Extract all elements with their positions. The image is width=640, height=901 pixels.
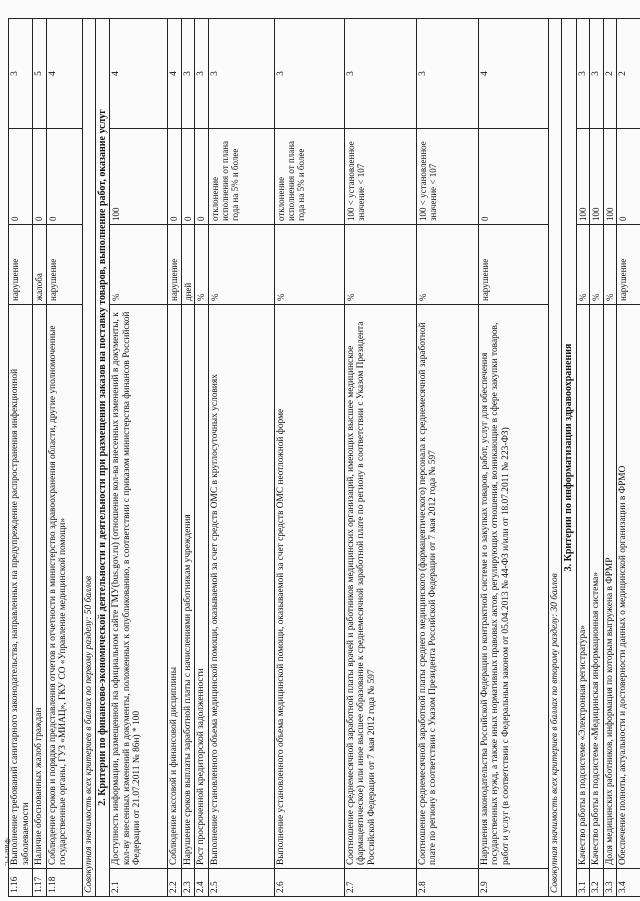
criterion-score: 5: [33, 19, 47, 129]
criterion-number: 1.16: [9, 869, 33, 897]
criterion-name: Соблюдение сроков и порядка представления отчетов и отчетности в министерство здравоохранения области, другие уполномоченные государственные органы, ГУЗ «МИАЦ», ГКУ СО «Управление медицинской помощи»: [46, 305, 82, 869]
criterion-unit: %: [344, 225, 416, 305]
criterion-unit: нарушение: [46, 225, 82, 305]
criterion-unit: %: [274, 225, 344, 305]
section-summary: Совокупная значимость всех критериев в баллах по второму разделу: 30 баллов: [548, 19, 562, 897]
criterion-score: 3: [181, 19, 195, 129]
criterion-value: 0: [168, 129, 182, 225]
table-row: [46, 19, 82, 897]
criterion-score: 3: [576, 19, 590, 129]
criteria-table-body: [9, 19, 640, 897]
criterion-unit: нарушение: [168, 225, 182, 305]
criterion-value: отклонение исполнения от плана года на 5% и более: [208, 129, 274, 225]
criterion-name: Качество работы в подсистеме «Медицинская информационная система»: [590, 305, 604, 869]
criterion-name: Доля медицинских работников, информация по которым выгружена в ФРМР: [603, 305, 617, 869]
criterion-unit: %: [195, 225, 209, 305]
criterion-number: 1.18: [46, 869, 82, 897]
table-row: [590, 19, 604, 897]
criterion-unit: нарушение: [9, 225, 33, 305]
criterion-value: 100: [603, 129, 617, 225]
criterion-name: Выполнение требований санитарного законодательства, направленных на предупреждение распространения инфекционной заболеваемости: [9, 305, 33, 869]
criterion-score: 3: [416, 19, 478, 129]
criterion-number: 2.4: [195, 869, 209, 897]
criterion-name: Доступность информации, размещенной на официальном сайте ГМУ(bus.gov.ru) (отношение кол-ва внесенных изменений в документы, к кол-ву внесенных изменений в документы, положенных к опубликованию, в соответствии с приказом министерства финансов Российской Федерации от 21.07.2011 № 86н) * 100: [110, 305, 168, 869]
criterion-number: 2.1: [110, 869, 168, 897]
table-row: [603, 19, 617, 897]
criterion-unit: %: [603, 225, 617, 305]
summary-row: [548, 19, 562, 897]
table-row: [9, 19, 33, 897]
criterion-score: 3: [9, 19, 33, 129]
criterion-number: 1.17: [33, 869, 47, 897]
criterion-name: Наличие обоснованных жалоб граждан: [33, 305, 47, 869]
criterion-score: 4: [46, 19, 82, 129]
criterion-name: Соблюдение кассовой и финансовой дисциплины: [168, 305, 182, 869]
criterion-value: 100 < установленное значение < 107: [416, 129, 478, 225]
table-row: [576, 19, 590, 897]
criterion-value: 0: [9, 129, 33, 225]
criterion-score: 3: [195, 19, 209, 129]
table-row: [195, 19, 209, 897]
criterion-name: Нарушение сроков выплаты заработной платы с начислениями работникам учреждения: [181, 305, 195, 869]
criterion-unit: %: [208, 225, 274, 305]
criterion-value: отклонение исполнения от плана года на 5% и более: [274, 129, 344, 225]
criterion-value: 100 < установленное значение < 107: [344, 129, 416, 225]
criterion-name: Нарушения законодательства Российской Федерации о контрактной системе и о закупках товаров, работ, услуг для обеспечения государственных нужд, а также иных нормативных правовых актов, регулирующих отношения, возникающие в сфере закупки товаров, работ и услуг (в соответствии с Федеральным законом от 05.04.2013 № 44-ФЗ и/или от 18.07.2011 № 223-ФЗ): [478, 305, 548, 869]
criterion-name: Обеспечение полноты, актуальности и достоверности данных о медицинской организации в ФРМО: [617, 305, 640, 869]
criterion-number: 2.7: [344, 869, 416, 897]
criterion-name: Рост просроченной кредиторской задолженности: [195, 305, 209, 869]
criterion-number: 3.1: [576, 869, 590, 897]
section-header-row: [562, 19, 576, 897]
section-title: 3. Критерии по информатизации здравоохранения: [562, 19, 576, 897]
criterion-number: 2.9: [478, 869, 548, 897]
table-row: [168, 19, 182, 897]
criterion-name: Выполнение установленного объема медицинской помощи, оказываемой за счет средств ОМС неотложной форме: [274, 305, 344, 869]
criterion-name: Соотношение среднемесячной заработной платы врачей и работников медицинских организаций, имеющих высшее медицинское (фармацевтическое) или иное высшее образование к среднемесячной заработной плате по региону в соответствии с Указом Президента Российской Федерации от 7 мая 2012 года № 597: [344, 305, 416, 869]
criterion-score: 2: [617, 19, 640, 129]
criterion-unit: %: [590, 225, 604, 305]
section-header-row: [96, 19, 110, 897]
criterion-unit: %: [576, 225, 590, 305]
criterion-score: 4: [110, 19, 168, 129]
margin-handwriting: Фин-т-г.: [3, 838, 12, 867]
table-row: [274, 19, 344, 897]
criterion-unit: %: [416, 225, 478, 305]
criterion-value: 100: [110, 129, 168, 225]
criterion-score: 3: [344, 19, 416, 129]
criterion-score: 3: [590, 19, 604, 129]
criterion-number: 3.4: [617, 869, 640, 897]
criterion-value: 0: [478, 129, 548, 225]
criterion-name: Соотношение среднемесячной заработной платы среднего медицинского (фармацевтического) персонала к среднемесячной заработной плате по региону в соответствии с Указом Президента Российской Федерации от 7 мая 2012 года № 597: [416, 305, 478, 869]
criterion-number: 2.8: [416, 869, 478, 897]
criterion-number: 3.2: [590, 869, 604, 897]
criterion-value: 0: [33, 129, 47, 225]
criterion-number: 3.3: [603, 869, 617, 897]
criterion-score: 3: [208, 19, 274, 129]
section-title: 2. Критерии по финансово-экономической деятельности и деятельности при размещении заказов на поставку товаров, выполнение работ, оказание услуг: [96, 19, 110, 897]
table-row: [33, 19, 47, 897]
criterion-score: 3: [274, 19, 344, 129]
criterion-name: Качество работы в подсистеме «Электронная регистратура»: [576, 305, 590, 869]
criterion-score: 4: [168, 19, 182, 129]
criterion-unit: жалоба: [33, 225, 47, 305]
criterion-number: 2.6: [274, 869, 344, 897]
criterion-unit: нарушение: [617, 225, 640, 305]
criterion-value: 0: [195, 129, 209, 225]
criterion-score: 4: [478, 19, 548, 129]
table-row: [478, 19, 548, 897]
criteria-table: [8, 18, 640, 897]
criterion-unit: дней: [181, 225, 195, 305]
summary-row: [82, 19, 96, 897]
criterion-value: 100: [576, 129, 590, 225]
criterion-number: 2.2: [168, 869, 182, 897]
criterion-value: 0: [46, 129, 82, 225]
table-row: [617, 19, 640, 897]
criterion-unit: нарушение: [478, 225, 548, 305]
criterion-value: 0: [617, 129, 640, 225]
table-row: [416, 19, 478, 897]
section-summary: Совокупная значимость всех критериев в баллах по первому разделу: 50 баллов: [82, 19, 96, 897]
table-row: [208, 19, 274, 897]
criterion-number: 2.5: [208, 869, 274, 897]
criterion-name: Выполнение установленного объема медицинской помощи, оказываемой за счет средств ОМС в круглосуточных условиях: [208, 305, 274, 869]
criterion-unit: %: [110, 225, 168, 305]
criterion-number: 2.3: [181, 869, 195, 897]
table-row: [181, 19, 195, 897]
criterion-value: 100: [590, 129, 604, 225]
table-row: [110, 19, 168, 897]
table-row: [344, 19, 416, 897]
criterion-score: 2: [603, 19, 617, 129]
criterion-value: 0: [181, 129, 195, 225]
